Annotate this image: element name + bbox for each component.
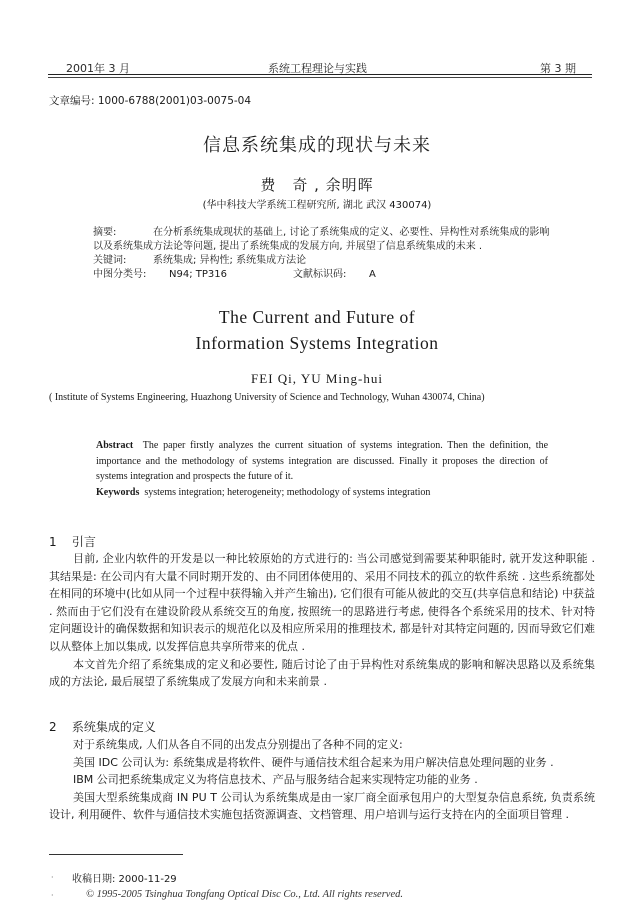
classification-value: N94; TP316 [169,269,227,280]
header-issue: 第 3 期 [540,62,576,75]
affiliation-en: ( Institute of Systems Engineering, Huazhong University of Science and Technology, Wuhan 430074, China) [49,392,485,403]
section-2-paragraph-4: 美国大型系统集成商 IN PU T 公司认为系统集成是由一家厂商全面承包用户的大型复杂信息系统, 负责系统设计, 利用硬件、软件与通信技术实施包括资源调查、文档管理、用户培训与运行支持在内的全面项目管理 . [49,790,595,822]
section-1-number: 1 [49,535,57,549]
section-2-number: 2 [49,720,57,734]
keywords-en-label: Keywords [96,486,140,498]
section-2-paragraph-2: 美国 IDC 公司认为: 系统集成是将软件、硬件与通信技术组合起来为用户解决信息处理问题的业务 . [73,755,554,769]
section-1-paragraph-2: 本文首先介绍了系统集成的定义和必要性, 随后讨论了由于异构性对系统集成的影响和解决思路以及系统集成的方法论, 最后展望了系统集成了发展方向和未来前景 . [49,657,595,689]
title-en-line2: Information Systems Integration [195,333,439,353]
keywords-en-para [96,485,548,501]
section-1-paragraph-1: 目前, 企业内软件的开发是以一种比较原始的方式进行的: 当公司感觉到需要某种职能时, 就开发这种职能 . 其结果是: 在公司内有大量不同时期开发的、由不同团体使用的、采用不同技术的孤立的软件系统 . 这些系统都处在相同的环境中(比如从同一个过程中获得输入并产生输出), 它们很有可能从彼此的交互(共享信息和结论) 中获益 . 然而由于它们没有在建设阶段从系统交互的角度, 按照统一的思路进行考虑, 使得各个系统采用的技术、针对特定问题设计的确保数据和知识表示的规范化以及相应所采用的推理技术, 都是针对其特定问题的, 因而导致它们难以从整体上加以集成, 以发挥信息共享所带来的优点 . [49,552,595,653]
article-number: 文章编号: 1000-6788(2001)03-0075-04 [49,95,252,107]
keywords-en-text: systems integration; heterogeneity; methodology of systems integration [144,486,431,498]
copyright-dot-icon: · [51,891,54,900]
section-2-body [49,736,595,824]
abstract-cn-label: 摘要: [93,227,117,238]
footnote-dot-icon: · [51,873,54,882]
keywords-cn-label: 关键词: [93,255,127,266]
keywords-cn-text: 系统集成; 异构性; 系统集成方法论 [153,255,307,266]
title-en-line1: The Current and Future of [218,307,416,327]
section-1-title: 引言 [71,535,96,549]
section-1-body [49,550,595,691]
header-journal: 系统工程理论与实践 [268,62,367,75]
classification-label: 中图分类号: [93,269,147,280]
section-2-heading [49,718,156,735]
section-1-heading [49,533,96,550]
section-2-paragraph-1: 对于系统集成, 人们从各自不同的出发点分别提出了各种不同的定义: [73,738,403,751]
section-2-paragraph-3: IBM 公司把系统集成定义为将信息技术、产品与服务结合起来实现特定功能的业务 . [73,773,478,787]
keywords-cn [93,254,553,268]
abstract-cn [93,226,553,282]
abstract-en-text: The paper firstly analyzes the current situation of systems integration. Then the definition, the importance and the methodology of systems integration are discussed. Finally it proposes the direction of systems integration and prospects the future of it. [96,440,549,482]
abstract-en [96,438,548,500]
header-rule [48,74,592,75]
doc-code-value: A [369,269,376,280]
title-cn: 信息系统集成的现状与未来 [203,135,431,156]
authors-cn: 费 奇 , 余明晖 [260,176,374,194]
abstract-cn-text-1: 在分析系统集成现状的基础上, 讨论了系统集成的定义、必要性、异构性对系统集成的影响 [153,227,550,238]
authors-en: FEI Qi, YU Ming-hui [251,371,383,386]
abstract-en-para [96,438,548,485]
abstract-cn-text-2: 以及系统集成方法论等问题, 提出了系统集成的发展方向, 并展望了信息系统集成的未来 . [93,241,483,252]
footnote-received-date: 收稿日期: 2000-11-29 [72,874,177,885]
abstract-en-label: Abstract [96,440,134,451]
copyright-line: © 1995-2005 Tsinghua Tongfang Optical Disc Co., Ltd. All rights reserved. [86,889,403,900]
classification [93,268,553,282]
affiliation-cn: (华中科技大学系统工程研究所, 湖北 武汉 430074) [202,200,432,211]
footnote-rule [49,854,183,855]
header-rule-thin [48,77,592,78]
abstract-cn-line1 [93,226,553,240]
header-date: 2001年 3 月 [66,62,130,75]
doc-code-label: 文献标识码: [293,269,347,280]
section-2-title: 系统集成的定义 [71,720,156,734]
